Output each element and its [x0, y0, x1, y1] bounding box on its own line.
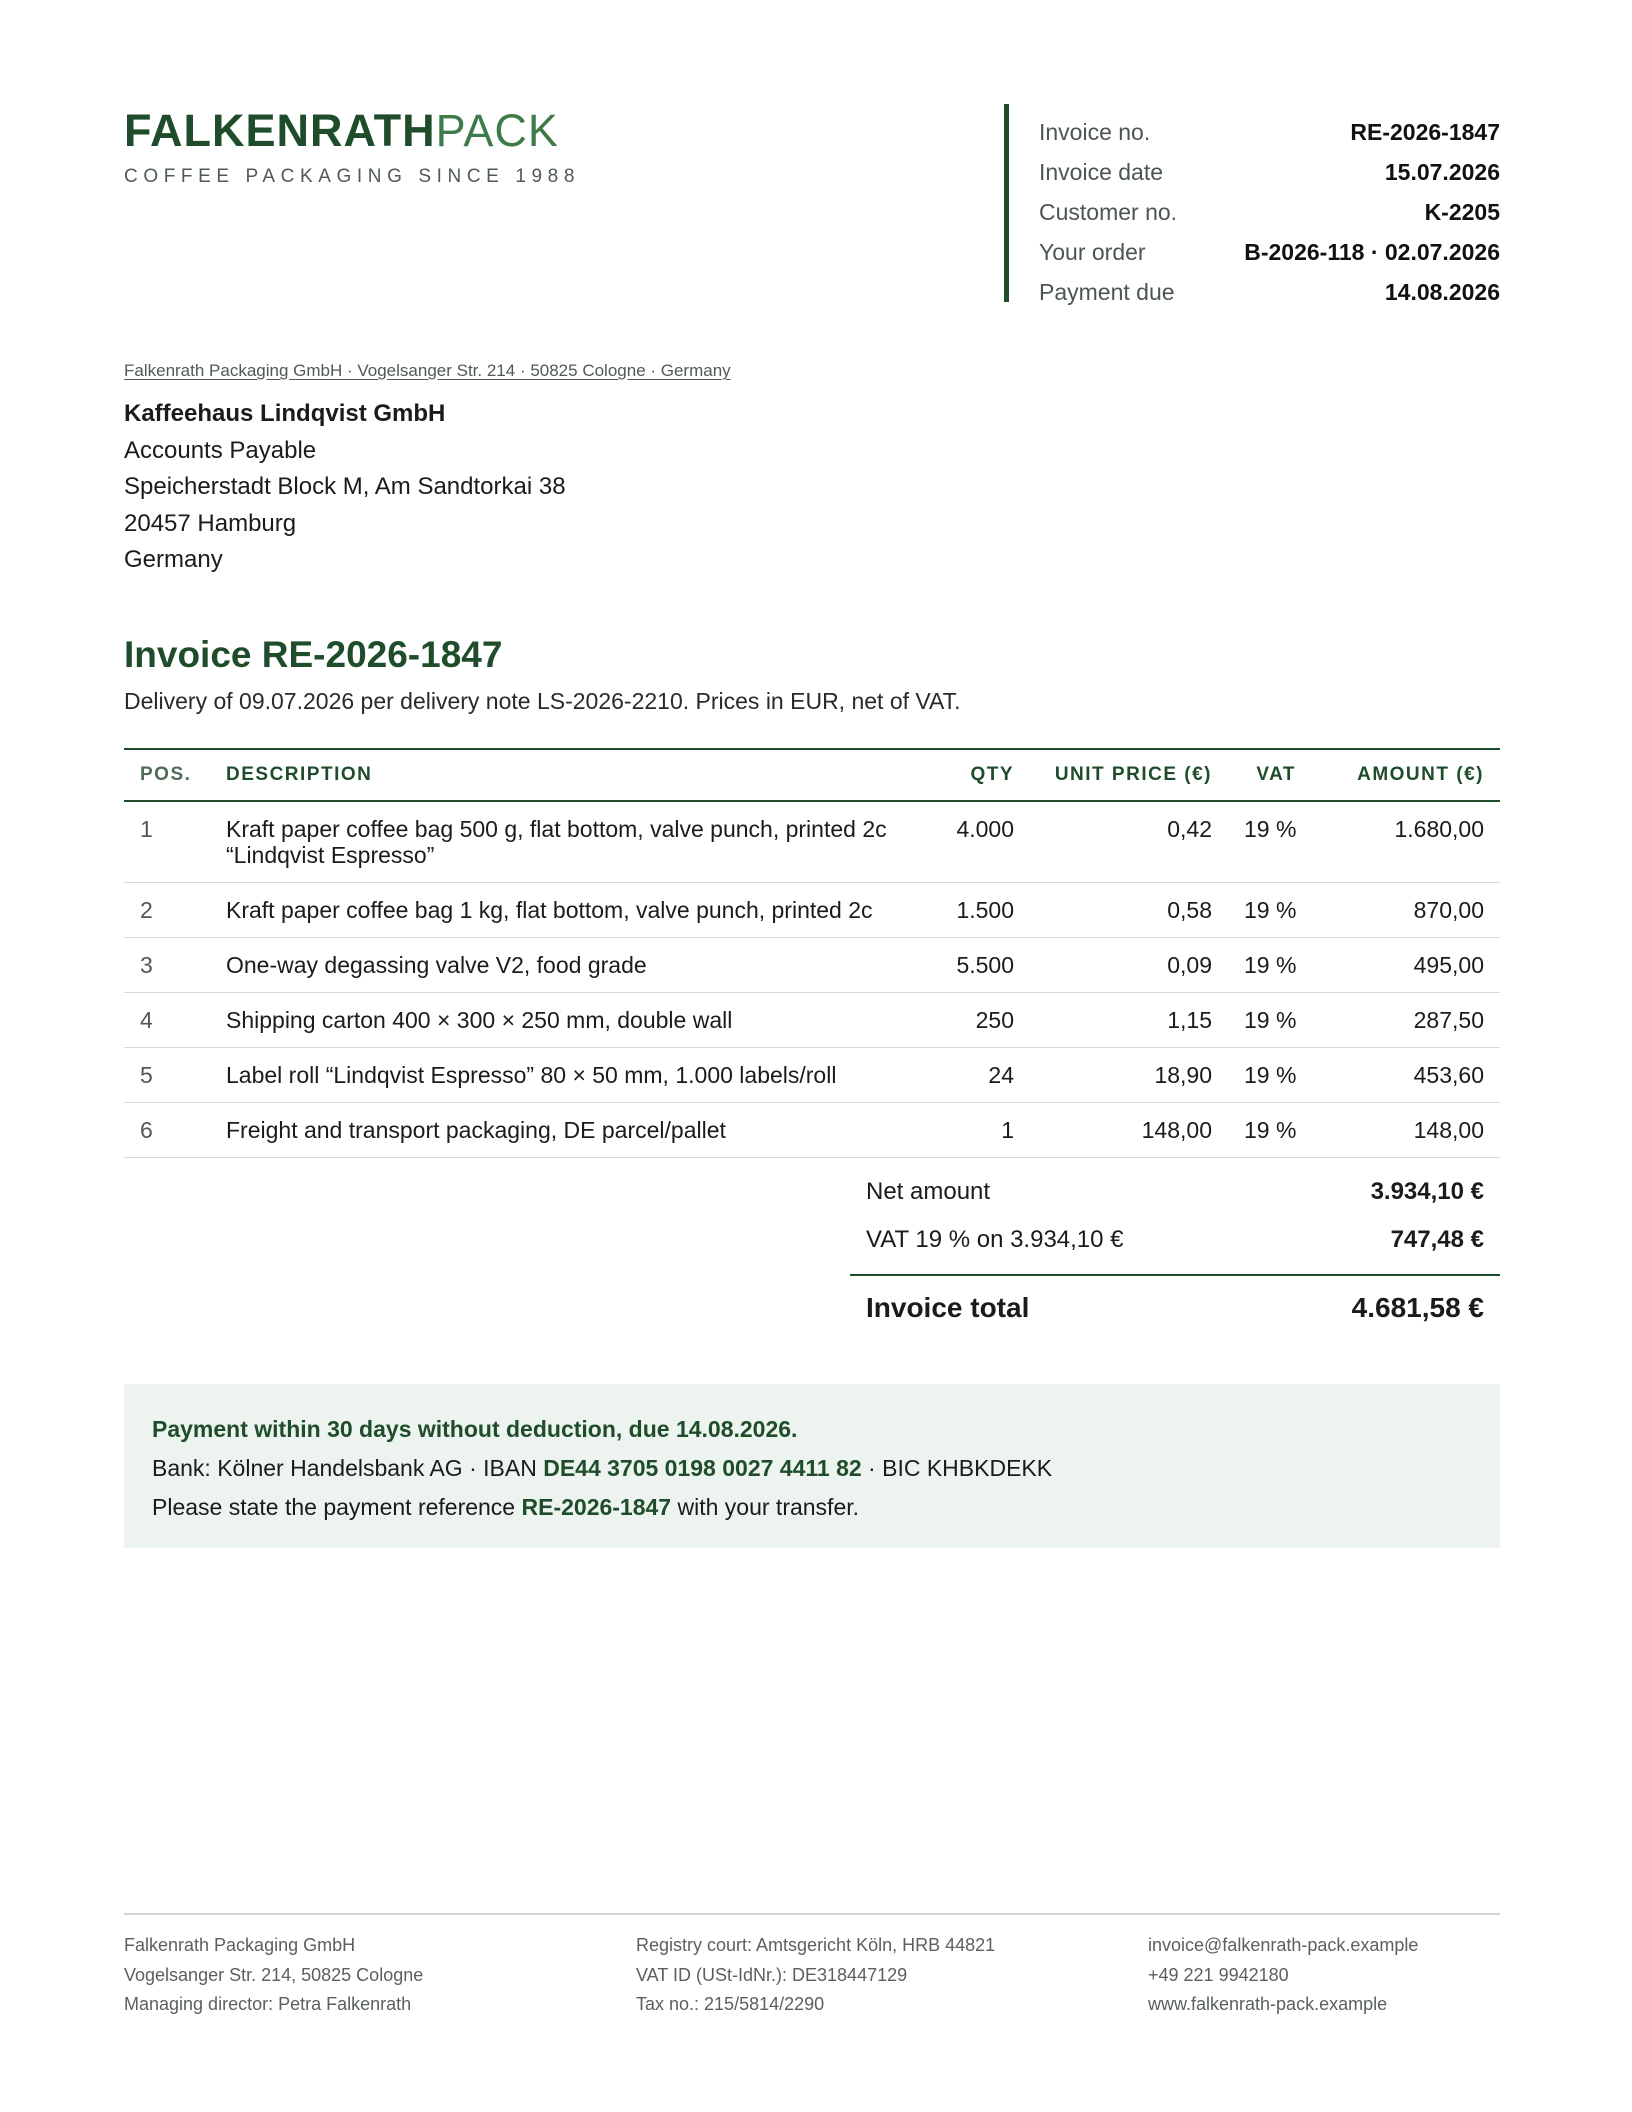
cell-qty: 5.500	[920, 938, 1030, 993]
col-header-qty: QTY	[920, 749, 1030, 801]
logo-word-bold: FALKENRATH	[124, 105, 436, 156]
cell-amount: 495,00	[1312, 938, 1500, 993]
meta-row-payment-due	[1039, 272, 1500, 312]
cell-amount: 287,50	[1312, 993, 1500, 1048]
cell-pos: 2	[124, 883, 210, 938]
col-header-description: DESCRIPTION	[210, 749, 920, 801]
footer-phone: +49 221 9942180	[1148, 1964, 1289, 1985]
vat-row	[850, 1216, 1500, 1264]
cell-pos: 3	[124, 938, 210, 993]
cell-pos: 5	[124, 1048, 210, 1103]
invoice-total-value: 4.681,58 €	[1351, 1292, 1484, 1323]
cell-unit-price: 148,00	[1030, 1103, 1228, 1158]
invoice-total-label: Invoice total	[866, 1292, 1030, 1323]
invoice-meta-box	[1004, 104, 1500, 305]
line-items-table	[124, 748, 1500, 1158]
cell-pos: 6	[124, 1103, 210, 1158]
cell-amount: 1.680,00	[1312, 801, 1500, 883]
recipient-line: Accounts Payable	[124, 436, 317, 464]
cell-description: Kraft paper coffee bag 1 kg, flat bottom, valve punch, printed 2c	[210, 883, 920, 938]
invoice-total-row	[850, 1274, 1500, 1340]
payment-terms: Payment within 30 days without deduction, due 14.08.2026.	[152, 1416, 798, 1442]
cell-qty: 1.500	[920, 883, 1030, 938]
cell-description: Shipping carton 400 × 300 × 250 mm, double wall	[210, 993, 920, 1048]
payment-reference-note	[152, 1488, 1472, 1527]
footer-line: Registry court: Amtsgericht Köln, HRB 44821	[636, 1935, 996, 1955]
cell-amount: 453,60	[1312, 1048, 1500, 1103]
ref-suffix: with your transfer.	[671, 1494, 860, 1520]
meta-label: Invoice date	[1039, 158, 1164, 185]
logo-tagline: COFFEE PACKAGING SINCE 1988	[124, 166, 580, 187]
recipient-name: Kaffeehaus Lindqvist GmbH	[124, 400, 446, 427]
cell-amount: 148,00	[1312, 1103, 1500, 1158]
cell-description: Kraft paper coffee bag 500 g, flat bottom, valve punch, printed 2c “Lindqvist Espresso”	[210, 801, 920, 883]
cell-vat: 19 %	[1228, 938, 1312, 993]
company-logo	[124, 106, 580, 188]
table-row	[124, 993, 1500, 1048]
recipient-line: 20457 Hamburg	[124, 509, 297, 537]
footer-line: VAT ID (USt-IdNr.): DE318447129	[636, 1964, 908, 1985]
meta-value: 15.07.2026	[1384, 158, 1500, 185]
col-header-unit-price: UNIT PRICE (€)	[1030, 749, 1228, 801]
meta-value: RE-2026-1847	[1350, 118, 1500, 145]
payment-info-box	[124, 1384, 1500, 1548]
vat-value: 747,48 €	[1390, 1226, 1484, 1253]
cell-qty: 24	[920, 1048, 1030, 1103]
net-amount-label: Net amount	[866, 1178, 991, 1205]
meta-label: Customer no.	[1039, 198, 1178, 225]
table-row	[124, 1048, 1500, 1103]
cell-unit-price: 1,15	[1030, 993, 1228, 1048]
footer-contact-column	[1148, 1931, 1500, 2020]
cell-vat: 19 %	[1228, 801, 1312, 883]
footer-email: invoice@falkenrath-pack.example	[1148, 1935, 1419, 1955]
cell-unit-price: 0,58	[1030, 883, 1228, 938]
footer-line: Falkenrath Packaging GmbH	[124, 1935, 356, 1955]
table-row	[124, 1103, 1500, 1158]
invoice-subtitle: Delivery of 09.07.2026 per delivery note LS-2026-2210. Prices in EUR, net of VAT.	[124, 688, 961, 714]
cell-unit-price: 0,09	[1030, 938, 1228, 993]
col-header-pos: POS.	[124, 749, 210, 801]
logo-word-light: PACK	[435, 105, 559, 156]
footer-line: Tax no.: 215/5814/2290	[636, 1994, 825, 2014]
cell-vat: 19 %	[1228, 1103, 1312, 1158]
meta-row-invoice-date	[1039, 152, 1500, 192]
cell-description: Label roll “Lindqvist Espresso” 80 × 50 mm, 1.000 labels/roll	[210, 1048, 920, 1103]
meta-label: Invoice no.	[1039, 118, 1151, 145]
net-amount-value: 3.934,10 €	[1370, 1178, 1484, 1205]
meta-row-your-order	[1039, 232, 1500, 272]
table-row	[124, 801, 1500, 883]
recipient-line: Germany	[124, 546, 223, 573]
recipient-line: Speicherstadt Block M, Am Sandtorkai 38	[124, 473, 566, 500]
table-row	[124, 883, 1500, 938]
cell-description: One-way degassing valve V2, food grade	[210, 938, 920, 993]
ref-prefix: Please state the payment reference	[152, 1494, 522, 1520]
cell-pos: 1	[124, 801, 210, 883]
col-header-amount: AMOUNT (€)	[1312, 749, 1500, 801]
cell-qty: 250	[920, 993, 1030, 1048]
invoice-title: Invoice RE-2026-1847	[124, 634, 503, 675]
col-header-vat: VAT	[1228, 749, 1312, 801]
cell-pos: 4	[124, 993, 210, 1048]
meta-label: Payment due	[1039, 278, 1175, 305]
vat-label: VAT 19 % on 3.934,10 €	[866, 1226, 1124, 1253]
cell-qty: 1	[920, 1103, 1030, 1158]
sender-address-line: Falkenrath Packaging GmbH · Vogelsanger Str. 214 · 50825 Cologne · Germany	[124, 361, 731, 380]
page-footer	[124, 1913, 1500, 2020]
table-row	[124, 938, 1500, 993]
cell-vat: 19 %	[1228, 1048, 1312, 1103]
meta-row-customer-no	[1039, 192, 1500, 232]
meta-value: K-2205	[1424, 198, 1500, 225]
logo-wordmark	[124, 106, 580, 156]
cell-unit-price: 18,90	[1030, 1048, 1228, 1103]
cell-unit-price: 0,42	[1030, 801, 1228, 883]
cell-description: Freight and transport packaging, DE parcel/pallet	[210, 1103, 920, 1158]
meta-label: Your order	[1039, 238, 1146, 265]
payment-reference: RE-2026-1847	[521, 1494, 672, 1520]
footer-registry-column	[636, 1931, 1148, 2020]
bank-suffix: · BIC KHBKDEKK	[861, 1455, 1053, 1481]
footer-line: Vogelsanger Str. 214, 50825 Cologne	[124, 1964, 424, 1985]
cell-vat: 19 %	[1228, 993, 1312, 1048]
footer-company-column	[124, 1931, 636, 2020]
cell-qty: 4.000	[920, 801, 1030, 883]
meta-row-invoice-no	[1039, 112, 1500, 152]
cell-vat: 19 %	[1228, 883, 1312, 938]
footer-website: www.falkenrath-pack.example	[1148, 1994, 1388, 2014]
meta-value: B-2026-118 · 02.07.2026	[1244, 238, 1500, 265]
footer-line: Managing director: Petra Falkenrath	[124, 1994, 412, 2014]
table-header-row	[124, 749, 1500, 801]
recipient-address	[124, 396, 566, 579]
cell-amount: 870,00	[1312, 883, 1500, 938]
totals-block	[850, 1168, 1500, 1340]
iban-value: DE44 3705 0198 0027 4411 82	[543, 1455, 862, 1481]
net-amount-row	[850, 1168, 1500, 1216]
meta-value: 14.08.2026	[1384, 278, 1500, 305]
bank-prefix: Bank: Kölner Handelsbank AG · IBAN	[152, 1455, 544, 1481]
bank-details	[152, 1449, 1472, 1488]
